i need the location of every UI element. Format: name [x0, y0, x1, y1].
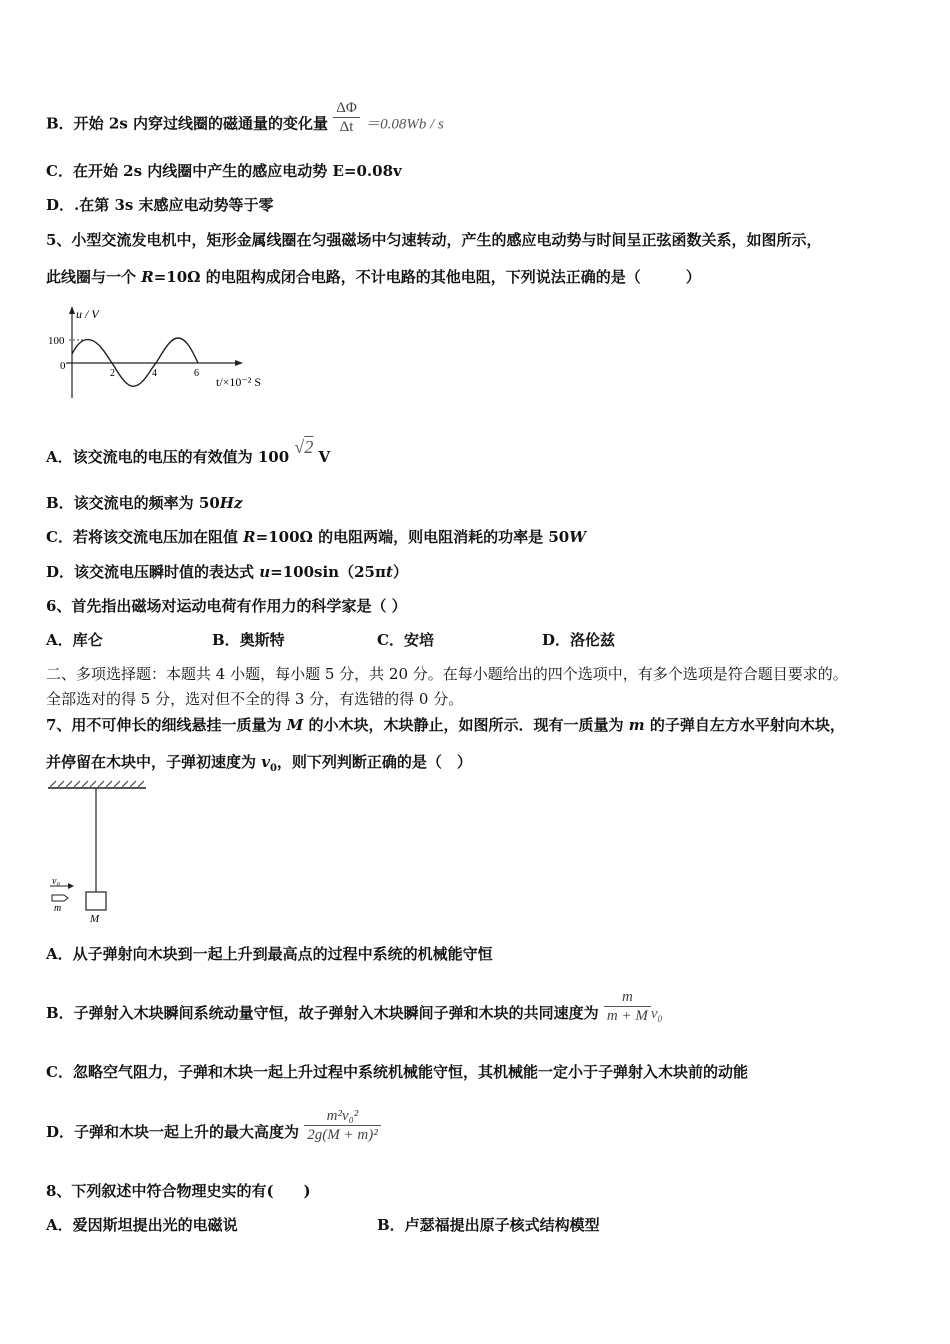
q5-c-pre: C．若将该交流电压加在阻值: [46, 528, 244, 546]
q5-x-arrow-icon: [235, 360, 243, 366]
q5-x-label: t/×10⁻² S: [216, 375, 262, 389]
q5-y-arrow-icon: [69, 306, 75, 314]
q6-stem: 6、首先指出磁场对运动电荷有作用力的科学家是（ ）: [46, 597, 407, 615]
q7-d-frac-den: 2g(M + m)²: [307, 1126, 378, 1143]
q4-b-frac-num: ΔΦ: [333, 99, 360, 118]
section2-heading-line2: 全部选对的得 5 分，选对但不全的得 3 分，有选错的得 0 分。: [46, 690, 464, 708]
q7-fig-m: m: [54, 903, 62, 914]
q7-d-fraction: [304, 1107, 380, 1144]
q5-c-mid: =100Ω 的电阻两端，则电阻消耗的功率是 50: [255, 528, 570, 546]
q5-d-mid: =100sin（25π: [270, 563, 386, 581]
q7-option-d: [46, 1107, 381, 1144]
q7-b-v: v: [650, 1006, 658, 1022]
q7-line2-sub: 0: [269, 763, 277, 774]
q5-b-text: B．该交流电的频率为 50: [46, 494, 220, 512]
q7-block: [86, 892, 106, 910]
q4-b-tail: ＝0.08Wb / s: [365, 116, 444, 133]
q5-line2-pre: 此线圈与一个: [46, 268, 142, 286]
q7-stem-line1: [46, 715, 845, 735]
q7-line1-pre: 7、用不可伸长的细线悬挂一质量为: [46, 716, 287, 734]
q5-x-tick-6: 6: [194, 368, 199, 379]
q4-b-fraction: [333, 99, 360, 136]
q4-b-frac-den: Δt: [339, 119, 354, 135]
q7-bullet-icon: [52, 895, 68, 901]
q7-b-frac-num: m: [604, 988, 651, 1007]
q5-a-text: A．该交流电的电压的有效值为 100: [46, 448, 290, 466]
q7-fig-v0: v₀: [52, 876, 60, 887]
q7-line2-end: ，则下列判断正确的是（ ）: [276, 753, 472, 771]
q6-option-c: C．安培: [377, 631, 434, 649]
q7-pendulum-figure: [46, 780, 156, 926]
q7-b-sub: 0: [657, 1014, 663, 1024]
q7-line1-M: M: [286, 716, 304, 734]
section2-heading-line1: 二、多项选择题：本题共 4 小题，每小题 5 分，共 20 分。在每小题给出的四个选项中，有多个选项是符合题目要求的。: [46, 665, 848, 683]
q5-d-pre: D．该交流电压瞬时值的表达式: [46, 563, 260, 581]
q8-option-a: A．爱因斯坦提出光的电磁说: [46, 1216, 238, 1234]
q7-b-text: B．子弹射入木块瞬间系统动量守恒，故子弹射入木块瞬间子弹和木块的共同速度为: [46, 1004, 599, 1022]
q6-option-d: D．洛伦兹: [542, 631, 616, 649]
q5-d-t: t: [385, 563, 393, 581]
q7-b-fraction: [604, 988, 651, 1025]
q7-d-frac-num: m²v₀²: [304, 1107, 380, 1126]
q7-line1-end: 的子弹自左方水平射向木块，: [644, 716, 845, 734]
q5-y-value: 100: [48, 335, 65, 347]
q5-option-b: [46, 493, 242, 513]
q7-option-c: C．忽略空气阻力，子弹和木块一起上升过程中系统机械能守恒，其机械能一定小于子弹射入木块前的动能: [46, 1063, 748, 1081]
q5-c-unit: W: [569, 528, 587, 546]
q5-a-root: 2: [304, 437, 314, 457]
q7-stem-line2: [46, 752, 472, 779]
q5-y-label: u / V: [76, 307, 99, 321]
q5-sine-graph: [46, 302, 286, 402]
q7-d-text: D．子弹和木块一起上升的最大高度为: [46, 1123, 300, 1141]
q7-line2-pre: 并停留在木块中，子弹初速度为: [46, 753, 262, 771]
q5-option-c: [46, 527, 586, 547]
q7-fig-M: M: [90, 913, 100, 925]
q5-sine-curve: [72, 338, 198, 386]
q4-option-c: C．在开始 2s 内线圈中产生的感应电动势 E=0.08v: [46, 162, 402, 180]
q4-b-text: B．开始 2s 内穿过线圈的磁通量的变化量: [46, 114, 329, 133]
q7-line1-m: m: [628, 716, 645, 734]
q5-x-tick-4: 4: [152, 368, 157, 379]
q6-option-a: A．库仑: [46, 631, 103, 649]
q5-line2-r: R: [141, 268, 154, 286]
q8-option-b: B．卢瑟福提出原子核式结构模型: [377, 1216, 600, 1234]
q5-option-d: [46, 562, 408, 582]
q4-option-d: D．.在第 3s 末感应电动势等于零: [46, 196, 274, 214]
q5-stem-line2: [46, 267, 701, 287]
q5-stem-line1: 5、小型交流发电机中，矩形金属线圈在匀强磁场中匀速转动，产生的感应电动势与时间呈正弦函数关系，如图所示，: [46, 231, 822, 249]
q5-a-unit: V: [318, 448, 331, 466]
q6-option-b: B．奥斯特: [212, 631, 285, 649]
q8-stem: 8、下列叙述中符合物理史实的有( ): [46, 1182, 311, 1200]
q5-d-u: u: [259, 563, 271, 581]
q5-origin-label: 0: [60, 360, 66, 372]
q7-line2-v: v: [261, 753, 270, 771]
q5-line2-post: =10Ω 的电阻构成闭合电路，不计电路的其他电阻，下列说法正确的是（ ）: [153, 268, 701, 286]
q5-d-end: ）: [392, 563, 408, 581]
q5-option-a: [46, 437, 331, 467]
q7-line1-mid: 的小木块，木块静止，如图所示．现有一质量为: [303, 716, 629, 734]
q5-a-sqrt: √2: [294, 437, 314, 457]
q7-b-frac-den: m + M: [606, 1007, 648, 1024]
q7-velocity-arrow-icon: [68, 883, 74, 889]
q5-x-tick-2: 2: [110, 368, 115, 379]
q7-option-a: A．从子弹射向木块到一起上升到最高点的过程中系统的机械能守恒: [46, 945, 493, 963]
q5-b-unit: Hz: [219, 494, 243, 512]
q7-option-b: [46, 988, 663, 1029]
q5-c-r: R: [243, 528, 256, 546]
q7-ceiling-hatch: [50, 781, 144, 787]
